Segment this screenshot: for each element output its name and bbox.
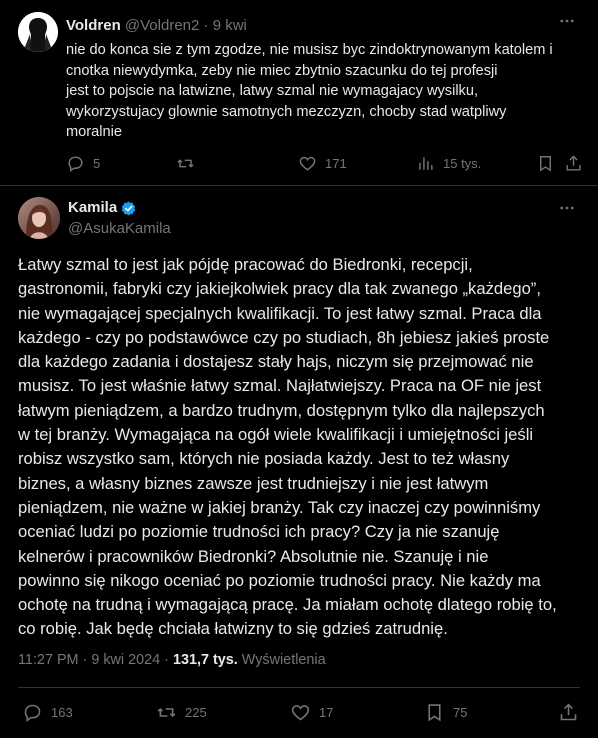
views-label: Wyświetlenia (241, 652, 326, 668)
avatar[interactable] (18, 197, 60, 239)
bookmark-button[interactable] (424, 700, 467, 724)
main-action-bar (18, 700, 582, 724)
separator: · (82, 652, 88, 668)
repost-button[interactable] (156, 700, 207, 724)
repost-button[interactable] (176, 152, 203, 174)
text-line: dla każdego zadania i dostajesz stały hajs, niczym się przejmować nie (18, 352, 534, 372)
text-line: moralnie (66, 124, 122, 141)
reply-button[interactable] (22, 700, 73, 724)
tweet-text (18, 253, 584, 642)
text-line: kelnerów i pracowników Biedronki? Absolutnie nie. Szanuję i nie (18, 546, 489, 566)
text-line: robisz wszystko sam, których nie posiada każdy. Jest to też własny (18, 449, 510, 469)
heart-icon (298, 154, 317, 173)
bookmark-icon (424, 702, 445, 723)
main-tweet (0, 187, 598, 738)
like-count: 171 (325, 155, 347, 171)
text-line: ochotę na trudną i wymagającą pracę. Ja miałam ochotę dlatego robię to, (18, 595, 557, 615)
text-line: nie do konca sie z tym zgodze, nie musisz byc zindoktrynowanym katolem i (66, 42, 553, 58)
text-line: gastronomii, fabryki czy jakiejkolwiek pracy dla tak zwanego „każdego”, (18, 279, 541, 299)
text-line: biznes, a własny biznes zawsze jest trudniejszy i nie jest łatwym (18, 473, 489, 493)
text-line: łatwym pieniądzem, a bardzo trudnym, dostępnym tylko dla najlepszych (18, 400, 545, 420)
author-handle[interactable]: @Voldren2 (124, 17, 200, 34)
like-button[interactable] (290, 700, 333, 724)
reply-text (66, 40, 582, 143)
view-count: 15 tys. (443, 155, 482, 171)
text-line: powinno się nikogo oceniać po poziomie trudności pracy. Nie każdy ma (18, 570, 541, 590)
reply-button[interactable] (66, 152, 100, 174)
divider (18, 687, 580, 688)
share-icon (558, 702, 579, 723)
analytics-icon (416, 154, 435, 173)
reply-tweet (0, 0, 598, 186)
author-handle[interactable]: @AsukaKamila (68, 220, 171, 237)
text-line: Łatwy szmal to jest jak pójdę pracować do Biedronki, recepcji, (18, 255, 473, 274)
avatar-image (18, 12, 58, 52)
repost-icon (176, 154, 195, 173)
author-name[interactable]: Voldren (66, 17, 121, 34)
text-line: każdego - czy po podstawówce czy po studiach, 8h jebiesz jakieś proste (18, 327, 550, 347)
avatar-image (18, 197, 60, 239)
more-options-button[interactable] (558, 12, 576, 35)
text-line: oceniać ludzi po poziomie trudności ich pracy? Czy ja nie szanuję (18, 522, 500, 542)
text-line: w tej branży. Wymagająca na ogół wiele kwalifikacji i umiejętności jeśli (18, 425, 534, 445)
reply-header (66, 16, 247, 36)
repost-icon (156, 702, 177, 723)
reply-count: 5 (93, 155, 101, 171)
separator: · (164, 652, 169, 668)
comment-icon (22, 702, 43, 723)
views-button[interactable] (416, 152, 481, 174)
share-button[interactable] (564, 152, 583, 174)
author-name-text: Kamila (68, 199, 118, 216)
text-line: co robię. Jak będę chciała łatwizny to się gdzieś zatrudnię. (18, 619, 448, 639)
post-time[interactable]: 11:27 PM (18, 652, 79, 668)
share-button[interactable] (558, 700, 579, 724)
post-date[interactable]: 9 kwi 2024 (91, 652, 161, 668)
verified-badge-icon[interactable] (120, 200, 137, 217)
repost-count: 225 (185, 704, 207, 720)
text-line: pieniądzem, nie ważne w jakiej branży. Tak czy inaczej czy powinniśmy (18, 497, 541, 517)
reply-action-bar (66, 152, 582, 174)
text-line: cnotka niewydymka, zeby nie miec zbytnio szacunku do tej profesji (66, 62, 498, 79)
share-icon (564, 154, 583, 173)
text-line: musisz. To jest właśnie łatwy szmal. Najłatwiejszy. Praca na OF nie jest (18, 376, 542, 396)
bookmark-button[interactable] (536, 152, 555, 174)
bookmark-count: 75 (453, 704, 468, 720)
text-line: jest to pojscie na latwizne, latwy szmal nie wymagajacy wysilku, (66, 83, 479, 100)
heart-icon (290, 702, 311, 723)
more-icon (558, 12, 576, 30)
timestamp[interactable]: 9 kwi (212, 17, 247, 34)
author-name[interactable] (68, 198, 137, 218)
separator: · (203, 17, 209, 34)
bookmark-icon (536, 154, 555, 173)
text-line: nie wymagającej specjalnych kwalifikacji. To jest łatwy szmal. Praca dla (18, 303, 542, 323)
views-count[interactable]: 131,7 tys. (172, 652, 238, 668)
reply-count: 163 (51, 704, 73, 720)
comment-icon (66, 154, 85, 173)
more-options-button[interactable] (558, 199, 576, 222)
like-count: 17 (319, 704, 334, 720)
avatar[interactable] (18, 12, 58, 52)
more-icon (558, 199, 576, 217)
tweet-meta (18, 650, 326, 670)
like-button[interactable] (298, 152, 347, 174)
text-line: wykorzystujacy glownie samotnych mezczyzn, chocby stad watpliwy (66, 103, 507, 120)
